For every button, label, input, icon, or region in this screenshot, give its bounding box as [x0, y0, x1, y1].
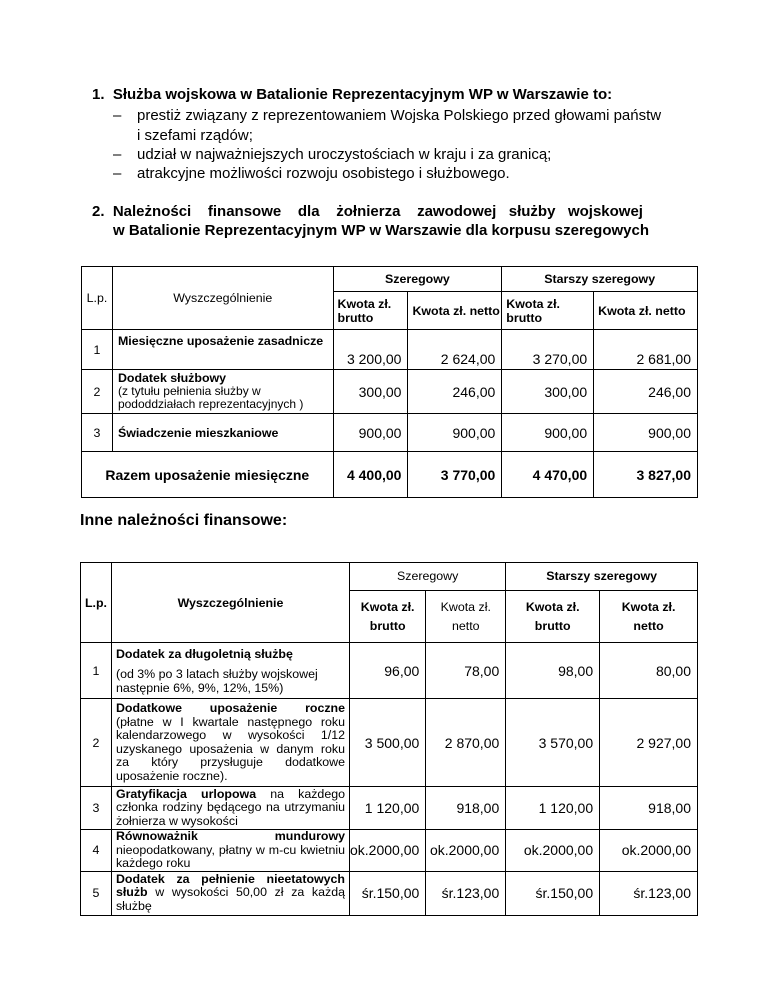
row-lp: 2 [82, 370, 113, 414]
total-label: Razem uposażenie miesięczne [82, 452, 334, 498]
row-note: (od 3% po 3 latach służby wojskowej następnie 6%, 9%, 12%, 15%) [115, 666, 318, 695]
value-cell: 918,00 [600, 787, 698, 830]
total-value: 4 400,00 [333, 452, 408, 498]
table-row [81, 699, 698, 787]
table-row [81, 643, 698, 699]
value-cell: 2 927,00 [600, 699, 698, 787]
value-cell: 900,00 [594, 414, 698, 452]
value-cell: śr.150,00 [506, 871, 600, 915]
total-value: 3 770,00 [408, 452, 502, 498]
section1-item-1-cont: i szefami rządów; [137, 127, 253, 144]
header-starszy-szeregowy: Starszy szeregowy [502, 267, 698, 292]
value-cell: śr.150,00 [350, 871, 426, 915]
value-cell: 2 624,00 [408, 330, 502, 370]
row-title: Dodatek za długoletnią służbę [115, 646, 293, 661]
total-value: 4 470,00 [502, 452, 594, 498]
total-value: 3 827,00 [594, 452, 698, 498]
header-brutto: Kwota zł. brutto [333, 292, 408, 330]
row-title: Dodatek za pełnienie nieetatowych służb [115, 871, 345, 900]
other-payments-heading: Inne należności finansowe: [80, 512, 288, 529]
salary-table [81, 266, 698, 498]
value-cell: 98,00 [506, 643, 600, 699]
value-cell: ok.2000,00 [600, 830, 698, 872]
value-cell: ok.2000,00 [426, 830, 506, 872]
row-note: (płatne w I kwartale następnego roku kalendarzowego w wysokości 1/12 uzyskanego uposażenia w danym roku za który przysługuje dodatkowe uposażenie roczne). [115, 714, 345, 783]
section1-item-2: udział w najważniejszych uroczystościach w kraju i za granicą; [137, 146, 552, 163]
value-cell: 3 570,00 [506, 699, 600, 787]
table-row [82, 370, 698, 414]
bullet-dash: – [113, 165, 122, 182]
row-note: w wysokości 50,00 zł za każdą służbę [115, 885, 345, 913]
value-cell: 900,00 [333, 414, 408, 452]
row-title: Równoważnik mundurowy [115, 829, 345, 843]
section1-item-1: prestiż związany z reprezentowaniem Wojska Polskiego przed głowami państw [137, 107, 662, 124]
header-szeregowy: Szeregowy [350, 563, 506, 591]
value-cell: 96,00 [350, 643, 426, 699]
header-description: Wyszczególnienie [111, 563, 349, 643]
bullet-dash: – [113, 146, 122, 163]
value-cell: ok.2000,00 [350, 830, 426, 872]
value-cell: 300,00 [333, 370, 408, 414]
row-lp: 1 [82, 330, 113, 370]
table-row [82, 330, 698, 370]
section2-heading-line2: w Batalionie Reprezentacyjnym WP w Warszawie dla korpusu szeregowych [113, 222, 649, 239]
header-netto: Kwota zł. netto [426, 591, 506, 643]
value-cell: 78,00 [426, 643, 506, 699]
row-lp: 3 [82, 414, 113, 452]
section1-heading: 1. Służba wojskowa w Batalionie Reprezentacyjnym WP w Warszawie to: [92, 86, 613, 103]
value-cell: śr.123,00 [600, 871, 698, 915]
value-cell: 3 500,00 [350, 699, 426, 787]
value-cell: 3 270,00 [502, 330, 594, 370]
header-brutto: Kwota zł. brutto [506, 591, 600, 643]
header-lp: L.p. [82, 267, 113, 330]
row-lp: 1 [81, 643, 112, 699]
header-starszy-szeregowy: Starszy szeregowy [506, 563, 698, 591]
row-title: Gratyfikacja urlopowa [115, 786, 257, 801]
row-lp: 3 [81, 787, 112, 830]
value-cell: 900,00 [408, 414, 502, 452]
value-cell: 918,00 [426, 787, 506, 830]
row-note: nieopodatkowany, płatny w m-cu kwietniu każdego roku [115, 842, 345, 870]
row-title: Dodatkowe uposażenie roczne [115, 701, 345, 715]
header-netto: Kwota zł. netto [408, 292, 502, 330]
other-payments-table [80, 562, 698, 916]
row-title: Dodatek służbowy [117, 371, 227, 385]
row-note: (z tytułu pełnienia służby w pododdziałach reprezentacyjnych ) [117, 384, 304, 411]
row-note: na każdego członka rodziny będącego na utrzymaniu żołnierza w wysokości [115, 786, 345, 828]
value-cell: 3 200,00 [333, 330, 408, 370]
value-cell: śr.123,00 [426, 871, 506, 915]
value-cell: ok.2000,00 [506, 830, 600, 872]
value-cell: 246,00 [594, 370, 698, 414]
header-szeregowy: Szeregowy [333, 267, 502, 292]
row-lp: 4 [81, 830, 112, 872]
header-description: Wyszczególnienie [112, 267, 333, 330]
header-brutto: Kwota zł. brutto [502, 292, 594, 330]
table-row [81, 830, 698, 872]
header-brutto: Kwota zł. brutto [350, 591, 426, 643]
row-lp: 5 [81, 871, 112, 915]
bullet-dash: – [113, 107, 122, 124]
total-row [82, 452, 698, 498]
table-row [81, 787, 698, 830]
row-title: Miesięczne uposażenie zasadnicze [112, 330, 333, 370]
value-cell: 2 681,00 [594, 330, 698, 370]
header-netto: Kwota zł. netto [600, 591, 698, 643]
header-netto: Kwota zł. netto [594, 292, 698, 330]
value-cell: 300,00 [502, 370, 594, 414]
value-cell: 1 120,00 [506, 787, 600, 830]
value-cell: 246,00 [408, 370, 502, 414]
table-row [82, 414, 698, 452]
row-lp: 2 [81, 699, 112, 787]
value-cell: 2 870,00 [426, 699, 506, 787]
header-lp: L.p. [81, 563, 112, 643]
value-cell: 1 120,00 [350, 787, 426, 830]
section1-item-3: atrakcyjne możliwości rozwoju osobistego i służbowego. [137, 165, 510, 182]
section2-heading-line1: 2. Należności finansowe dla żołnierza zawodowej służby wojskowej [92, 203, 643, 220]
row-title: Świadczenie mieszkaniowe [112, 414, 333, 452]
value-cell: 80,00 [600, 643, 698, 699]
table-row [81, 871, 698, 915]
value-cell: 900,00 [502, 414, 594, 452]
